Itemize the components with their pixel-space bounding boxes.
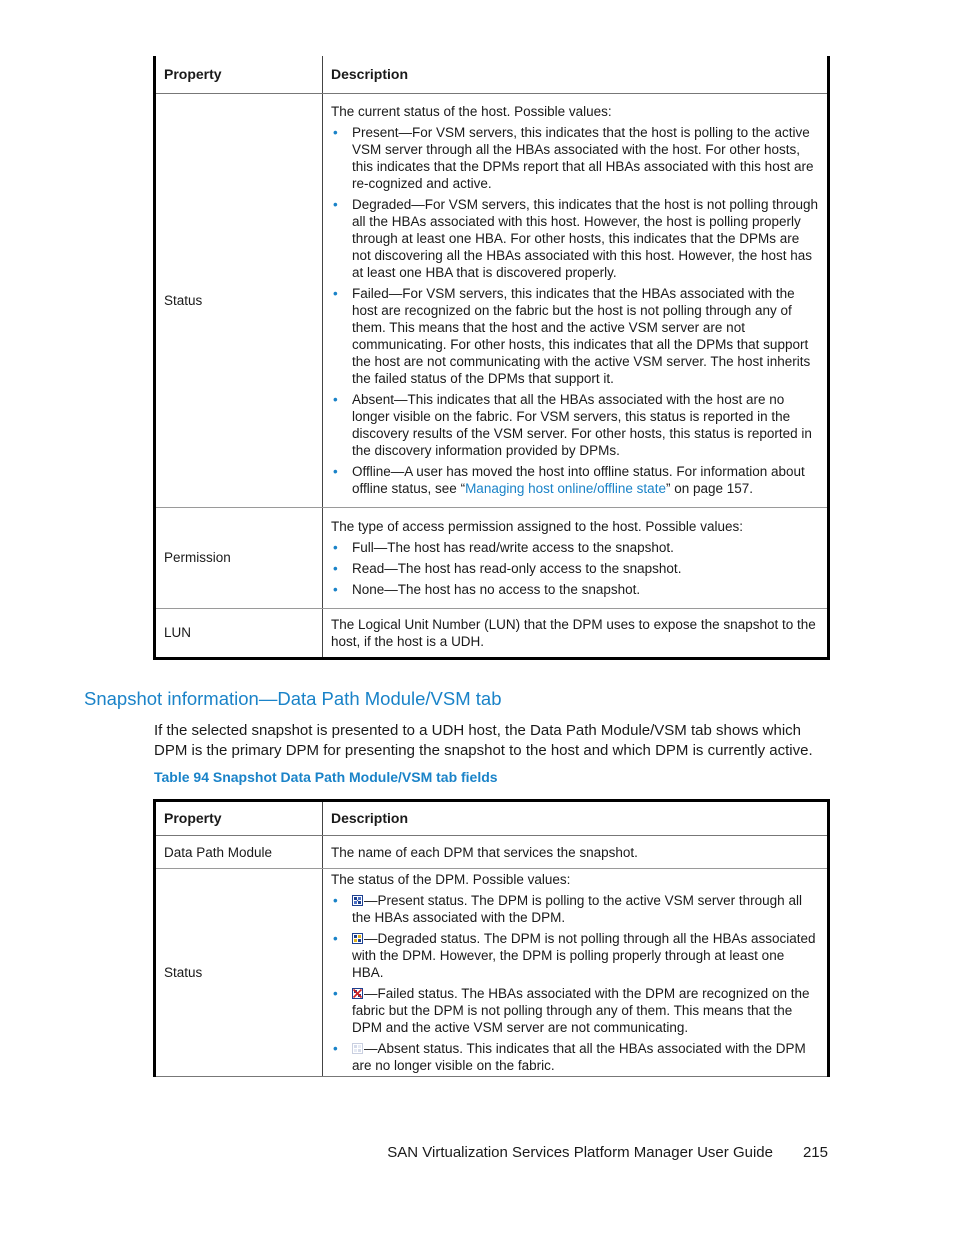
- description-status: [323, 93, 829, 507]
- list-item: • Full—The host has read/write access to the snapshot.: [331, 539, 819, 556]
- table-row: [155, 93, 829, 507]
- present-status-text: —Present status. The DPM is polling to the active VSM server through all the HBAs associated with the DPM.: [352, 893, 802, 925]
- table-row: [155, 836, 829, 869]
- managing-host-online-offline-link[interactable]: Managing host online/offline state: [465, 481, 666, 496]
- list-item: [331, 930, 819, 981]
- permission-values-list: [331, 539, 819, 598]
- page-number: 215: [802, 1144, 828, 1161]
- degraded-status-text: —Degraded status. The DPM is not polling through all the HBAs associated with the DPM. However, the DPM is polling properly through at least one HBA.: [352, 931, 816, 980]
- status-intro: The current status of the host. Possible values:: [331, 104, 612, 119]
- description-permission: [323, 507, 829, 608]
- header-property: Property: [155, 56, 323, 93]
- footer-title: SAN Virtualization Services Platform Manager User Guide: [387, 1144, 773, 1161]
- list-item: • Read—The host has read-only access to the snapshot.: [331, 560, 819, 577]
- property-lun: LUN: [155, 608, 323, 658]
- dpm-tab-fields-table: [153, 799, 830, 1077]
- property-status: Status: [155, 869, 323, 1077]
- present-status-icon: [352, 895, 363, 906]
- header-description: Description: [323, 56, 829, 93]
- list-item: • Failed—For VSM servers, this indicates that the HBAs associated with the host are recognized on the fabric but the host is not polling through any of them. This means that the host and the active VSM server are not communicating. For other hosts, this indicates that all the DPMs that support the host are not communicating with the active VSM server. The host inherits the failed status of the DPMs that support it.: [331, 285, 819, 387]
- absent-status-icon: [352, 1043, 363, 1054]
- description-lun: The Logical Unit Number (LUN) that the DPM uses to expose the snapshot to the host, if the host is a UDH.: [323, 608, 829, 658]
- property-status: Status: [155, 93, 323, 507]
- permission-intro: The type of access permission assigned to the host. Possible values:: [331, 518, 743, 534]
- table-row: [155, 608, 829, 658]
- list-item: • Present—For VSM servers, this indicates that the host is polling to the active VSM server through all the HBAs associated with the host. For other hosts, this indicates that the DPMs report that all HBAs associated with this host are re-cognized and active.: [331, 124, 819, 192]
- table-row: [155, 507, 829, 608]
- list-item: [331, 1040, 819, 1074]
- list-item: • Absent—This indicates that all the HBAs associated with the host are no longer visible on the fabric. For VSM servers, this status is reported in the discovery results of the VSM server. For other hosts, this status is reported in the discovery information provided by DPMs.: [331, 391, 819, 459]
- description-data-path-module: The name of each DPM that services the snapshot.: [323, 836, 829, 869]
- table-caption: Table 94 Snapshot Data Path Module/VSM tab fields: [154, 769, 498, 785]
- list-item: [331, 463, 819, 497]
- property-data-path-module: Data Path Module: [155, 836, 323, 869]
- list-item: • None—The host has no access to the snapshot.: [331, 581, 819, 598]
- section-body-text: If the selected snapshot is presented to a UDH host, the Data Path Module/VSM tab shows which DPM is the primary DPM for presenting the snapshot to the host and which DPM is currently active.: [154, 722, 813, 759]
- section-heading: Snapshot information—Data Path Module/VSM tab: [84, 688, 502, 709]
- dpm-status-values-list: [331, 892, 819, 1074]
- offline-text-before: Offline—A user has moved the host into offline status. For information about offline status, see “: [352, 464, 805, 496]
- list-item: [331, 892, 819, 926]
- dpm-status-intro: The status of the DPM. Possible values:: [331, 872, 571, 887]
- header-description: Description: [323, 801, 829, 836]
- property-permission: Permission: [155, 507, 323, 608]
- failed-status-icon: [352, 988, 363, 999]
- page-footer: [387, 1144, 828, 1161]
- list-item: • Degraded—For VSM servers, this indicates that the host is not polling through all the HBAs associated with this host. However, the host is polling properly through at least one HBA. For other hosts, this indicates that the DPMs are not discovering all the HBAs associated with this host. However, the host has at least one HBA that is discovered properly.: [331, 196, 819, 281]
- host-properties-table: [153, 56, 830, 660]
- offline-text-after: ” on page 157.: [665, 481, 754, 496]
- status-values-list: [331, 124, 819, 497]
- header-property: Property: [155, 801, 323, 836]
- degraded-status-icon: [352, 933, 363, 944]
- failed-status-text: —Failed status. The HBAs associated with the DPM are recognized on the fabric but the DPM is not polling through any of them. This means that the DPM and the active VSM server are not communicating.: [352, 986, 810, 1035]
- list-item: [331, 985, 819, 1036]
- table-row: [155, 869, 829, 1077]
- description-dpm-status: [323, 869, 829, 1077]
- absent-status-text: —Absent status. This indicates that all the HBAs associated with the DPM are no longer visible on the fabric.: [352, 1041, 806, 1073]
